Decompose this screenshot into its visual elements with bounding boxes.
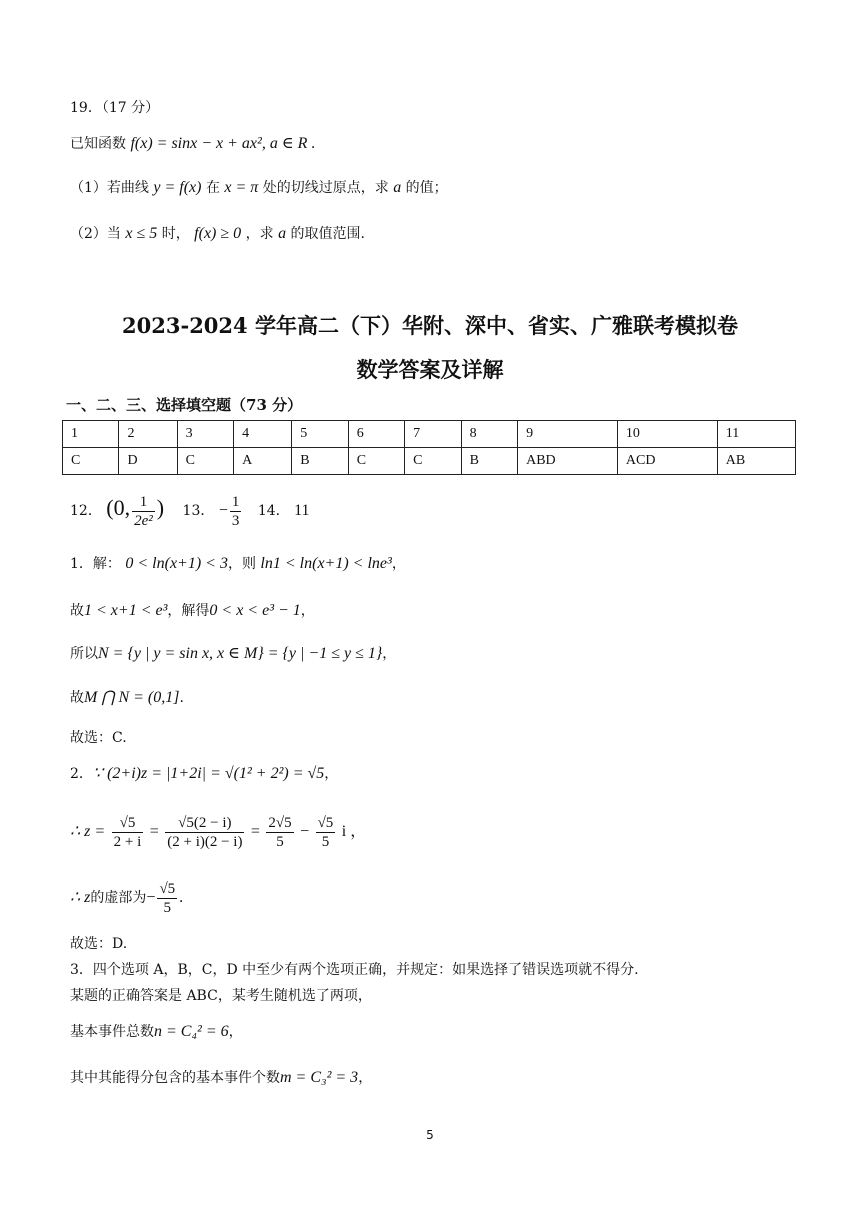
frac-a-den: 2 + i: [113, 833, 142, 850]
sol2-line2: ∴ z = $\frac{√5}{2 + i}$ = $\frac{√5(2 - i)}{(2 + i)(2 - i)}$ = $\frac{2√5}{5}$ − $\frac{√5}{5}$ i ，: [70, 814, 367, 850]
table-cell: B: [461, 448, 517, 475]
sol1-l3-prefix: 所以: [70, 646, 98, 662]
sol3-l3-prefix: 基本事件总数: [70, 1024, 154, 1040]
page-number: 5: [426, 1128, 434, 1142]
sol3-line2: 某题的正确答案是 ABC，某考生随机选了两项，: [70, 988, 372, 1004]
q12-open: (0,: [106, 495, 131, 520]
table-cell: B: [292, 448, 348, 475]
q13-label: 13．: [182, 503, 215, 519]
q19-p1-formula1: y = f(x): [153, 179, 202, 196]
sol1-l2-formula2: 0 < x < e³ − 1: [209, 602, 301, 619]
table-cell: 4: [234, 421, 292, 448]
sol3-line3: [70, 1022, 243, 1042]
q13-numerator: 1: [231, 493, 240, 510]
q12-fraction: [132, 493, 155, 530]
q19-p2-suffix: ，求: [245, 226, 274, 242]
sol1-conclusion: 故选：C.: [70, 730, 127, 746]
sol1-l2-mid: ，解得: [167, 603, 210, 619]
sol1-l4-end: .: [179, 690, 184, 706]
q13-denominator: 3: [231, 512, 240, 529]
frac-d-num: √5: [317, 814, 334, 831]
q12-label: 12．: [70, 503, 102, 519]
table-cell: 9: [518, 421, 618, 448]
frac-d-den: 5: [321, 833, 330, 850]
table-cell: 11: [717, 421, 795, 448]
sol3-l3-formula: n = C₄² = 6: [154, 1023, 229, 1040]
q19-p2-var: a: [278, 225, 287, 242]
q19-stem-prefix: 已知函数: [70, 136, 126, 152]
q19-p2-end: 的取值范围.: [290, 226, 365, 242]
q19-p2-formula1: x ≤ 5: [125, 225, 158, 242]
q19-p1-suffix: 处的切线过原点，求: [262, 180, 389, 196]
fill-answers: [70, 490, 310, 530]
table-cell: 7: [405, 421, 461, 448]
sol2-frac-d: [316, 814, 336, 851]
sol2-formula1: ∵ (2+i)z = |1+2i| = √(1² + 2²) = √5: [92, 765, 325, 782]
sol2-line3: ∴ z的虚部为− $\frac{√5}{5}$ .: [70, 880, 184, 916]
sol3-line1: 3．四个选项 A，B，C，D 中至少有两个选项正确，并规定：如果选择了错误选项就不得分.: [70, 962, 639, 978]
q12-numerator: 1: [132, 493, 155, 512]
sol3-line4: [70, 1068, 372, 1088]
table-cell: ACD: [617, 448, 717, 475]
sol1-line2: [70, 601, 315, 621]
sol1-line3: [70, 644, 396, 664]
sol1-l4-prefix: 故: [70, 690, 84, 706]
q13-sign: −: [218, 502, 228, 519]
table-cell: 3: [177, 421, 233, 448]
table-cell: C: [348, 448, 404, 475]
table-cell: AB: [717, 448, 795, 475]
q12-close: ): [156, 495, 165, 520]
table-cell: 2: [119, 421, 177, 448]
sol1-formula1: 0 < ln(x+1) < 3: [125, 555, 228, 572]
sol2-prefix: 2．: [70, 766, 93, 782]
q19-p2-formula2: f(x) ≥ 0: [194, 225, 242, 242]
sol1-l3-formula: N = {y | y = sin x, x ∈ M} = {y | −1 ≤ y ≤ 1}: [98, 645, 383, 662]
answer-table-number-row: [63, 421, 796, 448]
sol2-conclusion: 故选：D.: [70, 936, 128, 952]
sol1-formula2: ln1 < ln(x+1) < lne³: [260, 555, 392, 572]
table-cell: D: [119, 448, 177, 475]
q19-heading: 19．（17 分）: [70, 100, 160, 116]
table-cell: 10: [617, 421, 717, 448]
q19-p1-prefix: （1）若曲线: [70, 180, 149, 196]
q19-stem-formula: f(x) = sinx − x + ax², a ∈ R .: [130, 135, 316, 152]
table-cell: C: [405, 448, 461, 475]
l3-frac-num: √5: [159, 880, 176, 897]
q19-p1-formula2: x = π: [224, 179, 259, 196]
table-cell: 5: [292, 421, 348, 448]
sol2-frac-a: [112, 814, 144, 851]
q19-p1-var: a: [393, 179, 402, 196]
q19-p2-mid: 时，: [161, 226, 190, 242]
q19-p1-end: 的值；: [405, 180, 448, 196]
frac-b-num: √5(2 − i): [165, 814, 244, 833]
table-cell: 6: [348, 421, 404, 448]
q12-denominator: 2e²: [134, 512, 153, 529]
q19-part1: [70, 178, 448, 198]
sol1-l2-formula1: 1 < x+1 < e³: [84, 602, 168, 619]
q19-stem: [70, 134, 315, 154]
sol3-l4-prefix: 其中其能得分包含的基本事件个数: [70, 1070, 280, 1086]
table-cell: C: [177, 448, 233, 475]
q13-fraction: [230, 493, 242, 530]
sol1-prefix: 1．解：: [70, 556, 121, 572]
answer-table: [62, 420, 796, 475]
sol2-l3-frac: [157, 880, 177, 917]
sol1-l2-end: ，: [300, 603, 315, 619]
frac-a-num: √5: [112, 814, 144, 833]
sol2-tail: i ，: [341, 823, 367, 840]
answer-table-answer-row: [63, 448, 796, 475]
q19-p1-mid: 在: [205, 180, 220, 196]
sol1-mid: ，则: [227, 556, 256, 572]
frac-c-num: 2√5: [268, 814, 292, 831]
table-cell: A: [234, 448, 292, 475]
sol2-l3-text: 的虚部为: [90, 890, 147, 906]
table-cell: 1: [63, 421, 119, 448]
sol1-l3-end: ，: [382, 646, 397, 662]
sol1-line1: [70, 554, 406, 574]
document-title: 2023-2024 学年高二（下）华附、深中、省实、广雅联考模拟卷: [122, 313, 738, 338]
table-cell: ABD: [518, 448, 618, 475]
section-heading: 一、二、三、选择填空题（73 分）: [66, 396, 303, 414]
sol2-frac-c: [266, 814, 293, 851]
sol3-l4-formula: m = C₃² = 3: [280, 1069, 359, 1086]
sol2-end: ，: [324, 766, 339, 782]
sol1-l4-formula: M ⋂ N = (0,1]: [84, 689, 180, 706]
sol3-l4-end: ，: [358, 1070, 373, 1086]
q14-label: 14．: [257, 503, 290, 519]
sol1-l2-prefix: 故: [70, 603, 84, 619]
sol1-end: ，: [391, 556, 406, 572]
sol2-l3-prefix: ∴ z: [70, 889, 91, 906]
table-cell: C: [63, 448, 119, 475]
document-subtitle: 数学答案及详解: [356, 357, 504, 382]
sol3-l3-end: ，: [228, 1024, 243, 1040]
sol1-line4: [70, 688, 184, 708]
q19-part2: [70, 224, 365, 244]
sol2-therefore: ∴ z =: [70, 823, 106, 840]
q14-value: 11: [294, 502, 310, 519]
l3-frac-den: 5: [163, 899, 172, 916]
frac-c-den: 5: [276, 833, 284, 850]
table-cell: 8: [461, 421, 517, 448]
sol2-line1: [70, 764, 338, 784]
sol2-frac-b: [165, 814, 244, 851]
frac-b-den: (2 + i)(2 − i): [167, 833, 243, 850]
q19-p2-prefix: （2）当: [70, 226, 121, 242]
